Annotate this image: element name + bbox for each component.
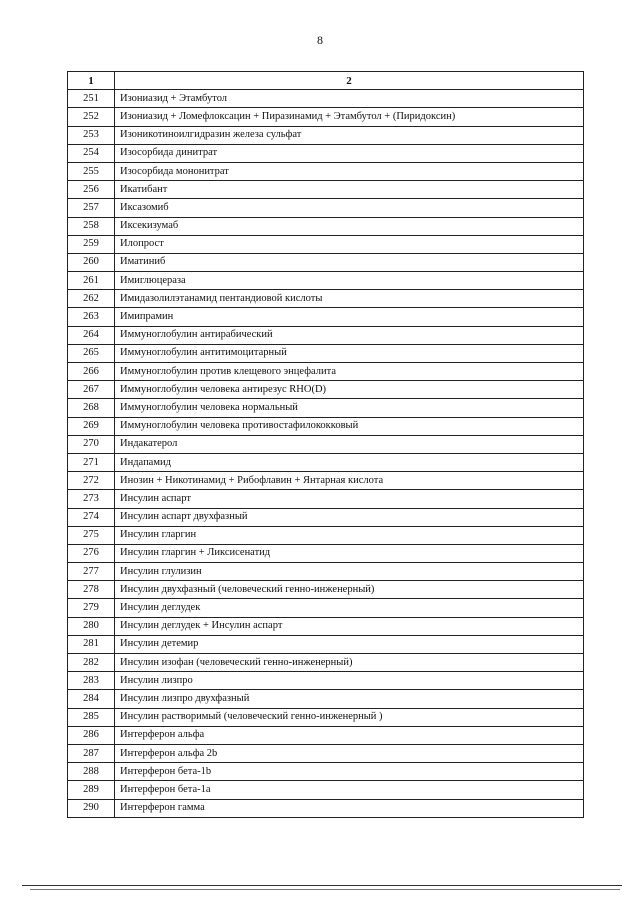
drug-name: Интерферон альфа 2b <box>115 744 584 762</box>
table-row <box>68 272 584 290</box>
table-row <box>68 453 584 471</box>
table-row <box>68 744 584 762</box>
drug-name: Иксекизумаб <box>115 217 584 235</box>
table-row <box>68 435 584 453</box>
drug-name: Инсулин глулизин <box>115 563 584 581</box>
table-header-row <box>68 72 584 90</box>
table-row <box>68 490 584 508</box>
drug-name: Инсулин аспарт <box>115 490 584 508</box>
table-row <box>68 399 584 417</box>
drug-name: Инсулин гларгин + Ликсисенатид <box>115 544 584 562</box>
table-row <box>68 144 584 162</box>
row-number: 252 <box>68 108 115 126</box>
drug-name: Интерферон гамма <box>115 799 584 817</box>
table-row <box>68 635 584 653</box>
table-row <box>68 199 584 217</box>
drug-name: Инсулин детемир <box>115 635 584 653</box>
table-row <box>68 599 584 617</box>
row-number: 255 <box>68 162 115 180</box>
table-body <box>68 90 584 818</box>
row-number: 260 <box>68 253 115 271</box>
bottom-rule-secondary <box>30 889 620 890</box>
row-number: 273 <box>68 490 115 508</box>
drug-name: Индапамид <box>115 453 584 471</box>
row-number: 264 <box>68 326 115 344</box>
drug-name: Изоникотиноилгидразин железа сульфат <box>115 126 584 144</box>
drug-name: Иматиниб <box>115 253 584 271</box>
table-row <box>68 417 584 435</box>
row-number: 256 <box>68 181 115 199</box>
row-number: 277 <box>68 563 115 581</box>
table-row <box>68 381 584 399</box>
drug-name: Илопрост <box>115 235 584 253</box>
drug-name: Имиглюцераза <box>115 272 584 290</box>
table-row <box>68 690 584 708</box>
table-row <box>68 308 584 326</box>
drug-name: Интерферон альфа <box>115 726 584 744</box>
bottom-rule <box>22 885 622 886</box>
drug-name: Иммуноглобулин человека нормальный <box>115 399 584 417</box>
row-number: 254 <box>68 144 115 162</box>
row-number: 283 <box>68 672 115 690</box>
row-number: 257 <box>68 199 115 217</box>
drug-name: Инсулин растворимый (человеческий генно-инженерный ) <box>115 708 584 726</box>
table-row <box>68 617 584 635</box>
row-number: 263 <box>68 308 115 326</box>
drug-name: Изосорбида мононитрат <box>115 162 584 180</box>
page-number: 8 <box>317 33 323 47</box>
drug-name: Индакатерол <box>115 435 584 453</box>
table-row <box>68 799 584 817</box>
drug-name: Изосорбида динитрат <box>115 144 584 162</box>
table-row <box>68 90 584 108</box>
row-number: 272 <box>68 472 115 490</box>
row-number: 265 <box>68 344 115 362</box>
row-number: 266 <box>68 363 115 381</box>
column-header-number: 1 <box>68 72 115 90</box>
table-row <box>68 672 584 690</box>
row-number: 271 <box>68 453 115 471</box>
row-number: 268 <box>68 399 115 417</box>
drug-name: Иммуноглобулин антитимоцитарный <box>115 344 584 362</box>
row-number: 290 <box>68 799 115 817</box>
drug-name: Иммуноглобулин против клещевого энцефалита <box>115 363 584 381</box>
drug-name: Инсулин деглудек <box>115 599 584 617</box>
row-number: 280 <box>68 617 115 635</box>
drug-name: Инсулин деглудек + Инсулин аспарт <box>115 617 584 635</box>
table-row <box>68 763 584 781</box>
row-number: 251 <box>68 90 115 108</box>
drug-name: Инсулин гларгин <box>115 526 584 544</box>
table-row <box>68 162 584 180</box>
table-row <box>68 217 584 235</box>
table-row <box>68 126 584 144</box>
row-number: 274 <box>68 508 115 526</box>
table-row <box>68 726 584 744</box>
table-row <box>68 526 584 544</box>
row-number: 261 <box>68 272 115 290</box>
row-number: 287 <box>68 744 115 762</box>
row-number: 258 <box>68 217 115 235</box>
table-row <box>68 253 584 271</box>
drug-table <box>67 71 584 818</box>
table-row <box>68 563 584 581</box>
row-number: 282 <box>68 654 115 672</box>
table-row <box>68 654 584 672</box>
drug-name: Инсулин аспарт двухфазный <box>115 508 584 526</box>
drug-name: Изониазид + Ломефлоксацин + Пиразинамид + Этамбутол + (Пиридоксин) <box>115 108 584 126</box>
drug-name: Иммуноглобулин человека противостафилококковый <box>115 417 584 435</box>
row-number: 285 <box>68 708 115 726</box>
drug-name: Иксазомиб <box>115 199 584 217</box>
row-number: 269 <box>68 417 115 435</box>
table-row <box>68 508 584 526</box>
table-row <box>68 108 584 126</box>
row-number: 253 <box>68 126 115 144</box>
table-row <box>68 363 584 381</box>
drug-name: Икатибант <box>115 181 584 199</box>
drug-name: Иммуноглобулин человека антирезус RHO(D) <box>115 381 584 399</box>
row-number: 281 <box>68 635 115 653</box>
drug-name: Инсулин изофан (человеческий генно-инженерный) <box>115 654 584 672</box>
drug-name: Инсулин лизпро <box>115 672 584 690</box>
drug-name: Инсулин лизпро двухфазный <box>115 690 584 708</box>
table-row <box>68 290 584 308</box>
table-row <box>68 326 584 344</box>
table-row <box>68 708 584 726</box>
drug-name: Иммуноглобулин антирабический <box>115 326 584 344</box>
row-number: 286 <box>68 726 115 744</box>
drug-name: Имипрамин <box>115 308 584 326</box>
table-row <box>68 781 584 799</box>
drug-name: Интерферон бета-1b <box>115 763 584 781</box>
column-header-name: 2 <box>115 72 584 90</box>
drug-name: Интерферон бета-1a <box>115 781 584 799</box>
row-number: 267 <box>68 381 115 399</box>
table-row <box>68 472 584 490</box>
table-row <box>68 544 584 562</box>
drug-name: Инсулин двухфазный (человеческий генно-инженерный) <box>115 581 584 599</box>
table-row <box>68 181 584 199</box>
row-number: 275 <box>68 526 115 544</box>
row-number: 284 <box>68 690 115 708</box>
row-number: 270 <box>68 435 115 453</box>
row-number: 289 <box>68 781 115 799</box>
table-row <box>68 235 584 253</box>
row-number: 279 <box>68 599 115 617</box>
drug-name: Имидазолилэтанамид пентандиовой кислоты <box>115 290 584 308</box>
row-number: 262 <box>68 290 115 308</box>
row-number: 259 <box>68 235 115 253</box>
drug-name: Изониазид + Этамбутол <box>115 90 584 108</box>
table-row <box>68 581 584 599</box>
row-number: 288 <box>68 763 115 781</box>
row-number: 276 <box>68 544 115 562</box>
table-row <box>68 344 584 362</box>
row-number: 278 <box>68 581 115 599</box>
drug-name: Инозин + Никотинамид + Рибофлавин + Янтарная кислота <box>115 472 584 490</box>
